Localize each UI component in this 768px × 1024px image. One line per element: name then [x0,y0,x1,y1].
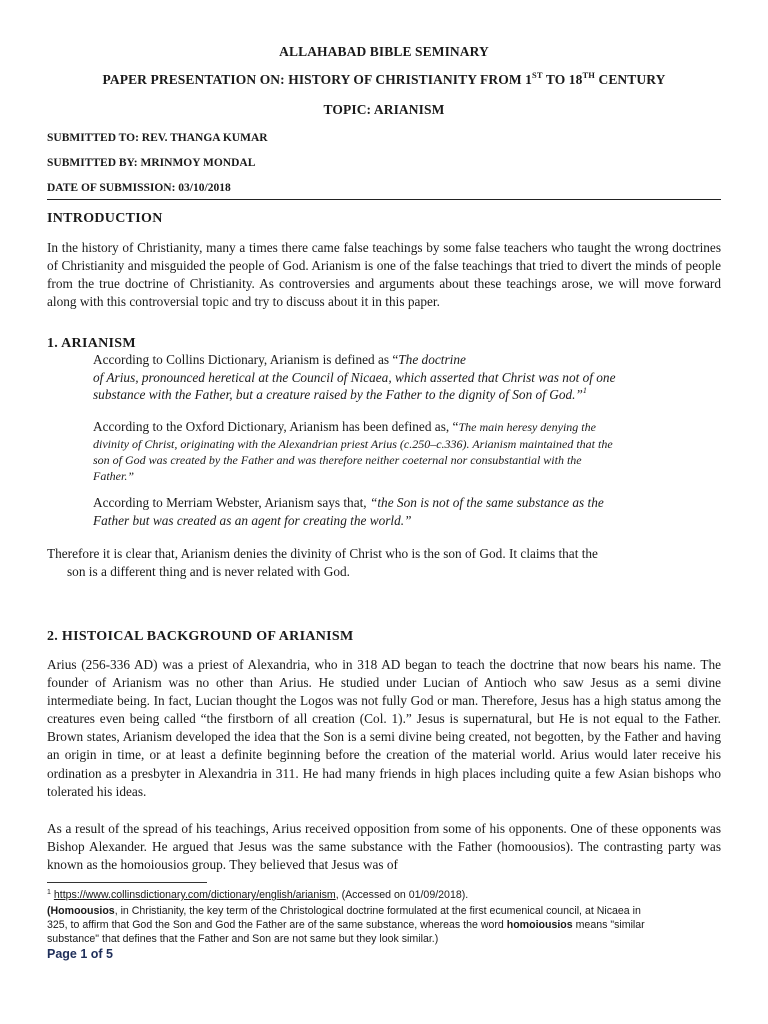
presentation-title [0,72,768,88]
presentation-title-suffix: CENTURY [595,72,666,87]
footnote-1 [47,889,468,901]
collins-quote-end: substance with the Father, but a creature raised by the Father to the dignity of Son of God.” [93,387,583,402]
collins-definition-line1 [93,352,466,368]
oxford-definition-line1 [93,419,596,435]
presentation-title-prefix: PAPER PRESENTATION ON: HISTORY OF CHRISTIANITY FROM 1 [102,72,533,87]
homoiousios-term: homoiousios [506,919,573,931]
collins-quote-start: The doctrine [398,352,466,367]
footnote-1-access: , (Accessed on 01/09/2018). [335,889,469,901]
section2-paragraph1: Arius (256-336 AD) was a priest of Alexandria, who in 318 AD began to teach the doctrine that now bears his name. The founder of Arianism was no other than Arius. He studied under Lucian of Antioch who saw Jesus as a semi divine intermediate being. In fact, Lucian thought the Logos was not fully God or man. Therefore, Jesus has a high status among the creatures even being called “the firstborn of all creation (Col. 1).” Jesus is supernatural, but He is not equal to the Father. Brown states, Arianism developed the idea that the Son is a semi divine being created, not begotten, by the Father and having an origin in time, or at least a definite beginning before the creation of the material world. Arius would later receive his ordination as a presbyter in Alexandria in 311. He had many friends in high places including quite a few Asian bishops who tolerated his ideas. [47,657,721,799]
section2-heading: 2. HISTOICAL BACKGROUND OF ARIANISM [47,629,354,644]
section1-heading: 1. ARIANISM [47,336,136,351]
superscript-th: TH [582,70,595,80]
header-divider [47,199,721,200]
oxford-definition-line4: Father.” [93,469,135,483]
submitted-by: SUBMITTED BY: MRINMOY MONDAL [47,157,256,169]
seminary-title: ALLAHABAD BIBLE SEMINARY [279,44,489,59]
oxford-quote-start: The main heresy denying the [458,420,596,434]
submission-date: DATE OF SUBMISSION: 03/10/2018 [47,182,231,194]
collins-dictionary-link[interactable]: https://www.collinsdictionary.com/dictionary/english/arianism [53,889,336,901]
oxford-definition-line3: son of God was created by the Father and was therefore neither coeternal nor consubstantial with the [93,453,582,467]
presentation-title-middle: TO 18 [542,72,583,87]
conclusion-line1: Therefore it is clear that, Arianism denies the divinity of Christ who is the son of God. It claims that the [47,546,598,561]
oxford-intro-text: According to the Oxford Dictionary, Arianism has been defined as, “ [93,419,459,434]
section2-paragraph2: As a result of the spread of his teachings, Arius received opposition from some of his opponents. One of these opponents was Bishop Alexander. He argued that Jesus was the same substance with the Father (homoousios). The contrasting party was known as the homoiousios group. They believed that Jesus was of [47,821,721,873]
collins-intro-text: According to Collins Dictionary, Arianism is defined as “ [93,352,399,367]
intro-paragraph: In the history of Christianity, many a times there came false teachings by some false teachers who taught the wrong doctrines of Christianity and misguided the people of God. Arianism is one of the false teachings that tried to divert the minds of people from the true doctrine of Christianity. As controversies and arguments about these teachings arose, we will move forward along with this controversial topic and try to discuss about it in this paper. [47,240,721,310]
footnote-2-line2 [47,919,645,931]
collins-definition-line2: of Arius, pronounced heretical at the Council of Nicaea, which asserted that Christ was not of one [93,370,616,385]
merriam-intro-text: According to Merriam Webster, Arianism says that, [93,495,370,510]
footnote-2-line3: substance" that defines that the Father and Son are not same but they look similar.) [47,933,439,945]
merriam-definition-line1 [93,495,604,511]
superscript-st: ST [532,70,543,80]
collins-definition-line3 [93,387,587,403]
oxford-definition-line2: divinity of Christ, originating with the Alexandrian priest Arius (c.250–c.336). Arianism maintained that the [93,437,613,451]
footnote-divider [47,882,207,883]
footnote-2-text3: means "similar [572,919,645,931]
conclusion-line2: son is a different thing and is never related with God. [67,564,350,579]
footnote-ref-1: 1 [582,386,587,395]
footnote-2-text2: 325, to affirm that God the Son and God the Father are of the same substance, whereas the word [47,919,507,931]
page-number: Page 1 of 5 [47,947,113,961]
homoousios-term: (Homoousios [47,905,115,917]
intro-heading: INTRODUCTION [47,211,163,226]
merriam-quote-start: “the Son is not of the same substance as the [369,495,604,510]
footnote-2-text1: , in Christianity, the key term of the Christological doctrine formulated at the first ecumenical council, at Nicaea in [114,905,641,917]
topic-title: TOPIC: ARIANISM [323,102,445,117]
merriam-definition-line2: Father but was created as an agent for creating the world.” [93,513,412,528]
submitted-to: SUBMITTED TO: REV. THANGA KUMAR [47,132,268,144]
footnote-2-line1 [47,905,641,917]
footnote-1-number: 1 [47,889,51,896]
